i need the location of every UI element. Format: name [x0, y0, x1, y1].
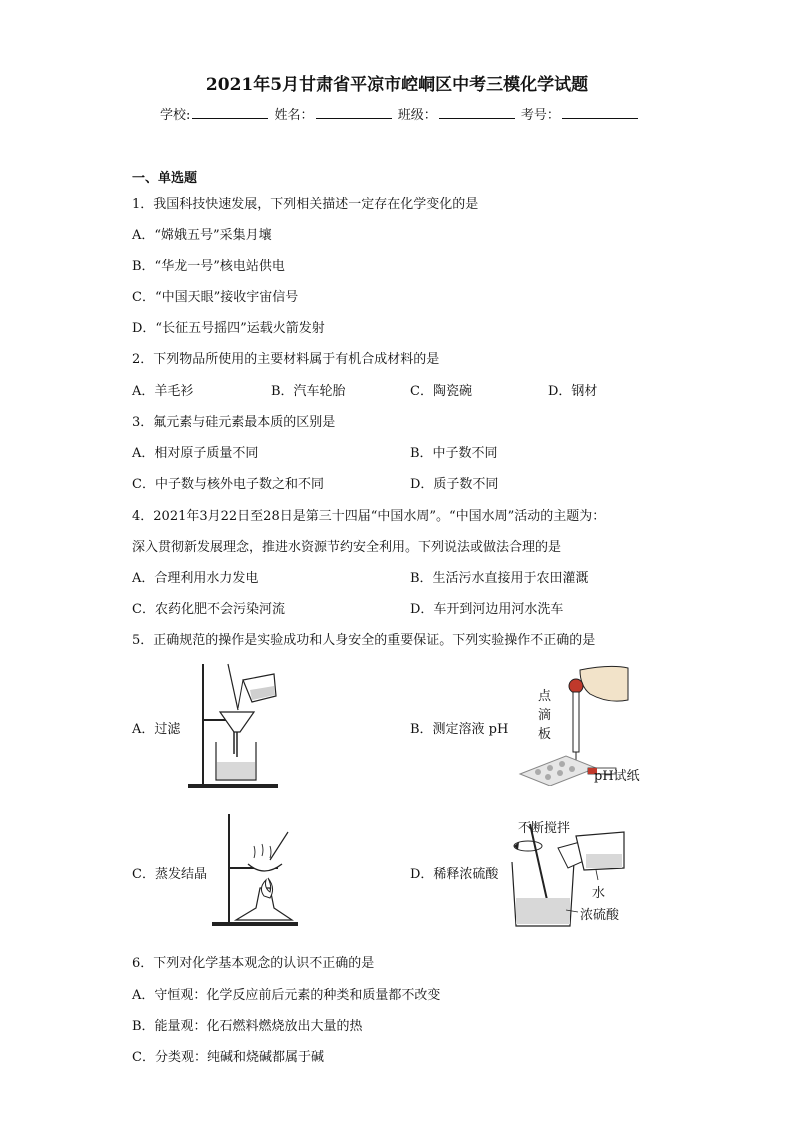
q1-option-b: B．“华龙一号”核电站供电 — [132, 259, 285, 274]
ph-paper-label: pH试纸 — [594, 769, 640, 784]
q5-option-a: A．过滤 — [132, 722, 181, 737]
page-title: 2021年5月甘肃省平凉市崆峒区中考三模化学试题 — [205, 75, 589, 95]
q5-option-d: D．稀释浓硫酸 — [410, 867, 499, 882]
q3-option-c: C．中子数与核外电子数之和不同 — [132, 477, 324, 492]
q4-option-d: D．车开到河边用河水洗车 — [410, 602, 564, 617]
stir-label: 不断搅拌 — [518, 821, 571, 836]
q5-option-c: C．蒸发结晶 — [132, 867, 207, 882]
q3-option-b: B．中子数不同 — [410, 446, 498, 461]
q3-option-d: D．质子数不同 — [410, 477, 499, 492]
school-label: 学校: — [160, 108, 191, 123]
q6-stem: 6．下列对化学基本观念的认识不正确的是 — [132, 956, 375, 971]
name-label: 姓名： — [274, 108, 314, 123]
q1-stem: 1．我国科技快速发展，下列相关描述一定存在化学变化的是 — [132, 197, 479, 212]
q2-option-d: D．钢材 — [548, 384, 598, 399]
name-blank[interactable] — [316, 106, 392, 119]
evaporation-diagram — [212, 812, 302, 928]
class-label: 班级： — [397, 108, 437, 123]
q5-stem: 5．正确规范的操作是实验成功和人身安全的重要保证。下列实验操作不正确的是 — [132, 633, 596, 648]
q5-option-b: B．测定溶液 pH — [410, 722, 509, 737]
q1-option-a: A．“嫦娥五号”采集月壤 — [132, 228, 272, 243]
filtration-diagram — [188, 662, 288, 790]
q6-option-b: B．能量观：化石燃料燃烧放出大量的热 — [132, 1019, 363, 1034]
q4-option-b: B．生活污水直接用于农田灌溉 — [410, 571, 589, 586]
q3-stem: 3．氟元素与硅元素最本质的区别是 — [132, 415, 336, 430]
school-blank[interactable] — [192, 106, 268, 119]
q2-option-c: C．陶瓷碗 — [410, 384, 472, 399]
q4-stem-line1: 4．2021年3月22日至28日是第三十四届“中国水周”。“中国水周”活动的主题为： — [132, 509, 606, 524]
q2-stem: 2．下列物品所使用的主要材料属于有机合成材料的是 — [132, 352, 440, 367]
conc-acid-label: 浓硫酸 — [580, 908, 620, 923]
q1-option-d: D．“长征五号摇四”运载火箭发射 — [132, 321, 325, 336]
q2-option-a: A．羊毛衫 — [132, 384, 194, 399]
exam-no-blank[interactable] — [562, 106, 638, 119]
q6-option-c: C．分类观：纯碱和烧碱都属于碱 — [132, 1050, 324, 1065]
q1-option-c: C．“中国天眼”接收宇宙信号 — [132, 290, 299, 305]
section-heading: 一、单选题 — [132, 171, 198, 186]
q3-option-a: A．相对原子质量不同 — [132, 446, 259, 461]
water-label: 水 — [592, 886, 606, 901]
spot-plate-label: 点滴板 — [538, 689, 552, 742]
q2-option-b: B．汽车轮胎 — [271, 384, 346, 399]
q4-option-c: C．农药化肥不会污染河流 — [132, 602, 285, 617]
class-blank[interactable] — [439, 106, 515, 119]
q4-stem-line2: 深入贯彻新发展理念，推进水资源节约安全利用。下列说法或做法合理的是 — [132, 540, 562, 555]
q4-option-a: A．合理利用水力发电 — [132, 571, 259, 586]
exam-no-label: 考号： — [520, 108, 560, 123]
q6-option-a: A．守恒观：化学反应前后元素的种类和质量都不改变 — [132, 988, 441, 1003]
student-info-line — [160, 104, 640, 123]
